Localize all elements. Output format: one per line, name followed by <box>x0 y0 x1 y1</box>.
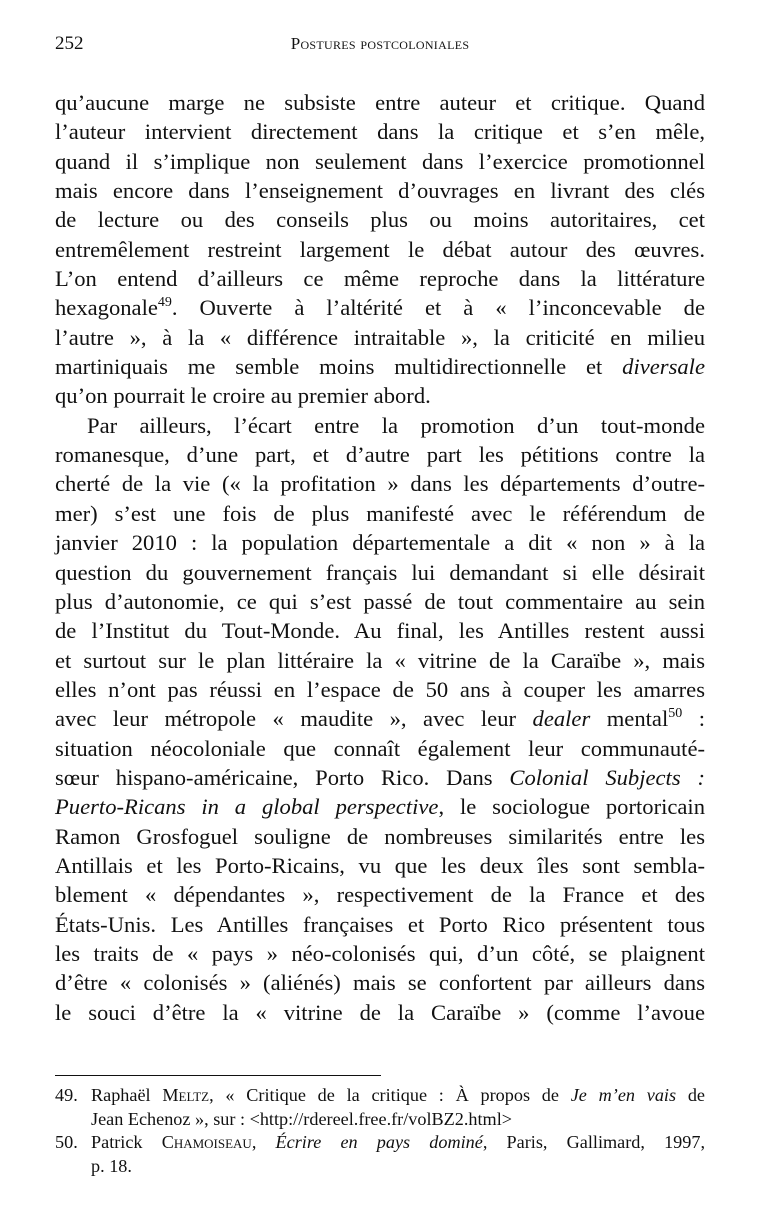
text-line: d’être « colonisés » (aliénés) mais se confortent par ailleurs dans <box>55 970 705 996</box>
footnote-ref-50[interactable]: 50 <box>668 706 683 722</box>
text-line: romanesque, d’une part, et d’autre part les pétitions contre la <box>55 442 705 468</box>
body-text <box>55 88 705 1027</box>
running-title: Postures postcoloniales <box>290 34 470 53</box>
footnote-49 <box>55 1084 705 1131</box>
footnote-line: Jean Echenoz », sur : <http://rdereel.free.fr/volBZ2.html> <box>91 1108 513 1129</box>
text-segment: de <box>676 1085 705 1105</box>
text-line: L’on entend d’ailleurs ce même reproche dans la littérature <box>55 266 705 292</box>
text-line: elles n’ont pas réussi en l’espace de 50 ans à couper les amarres <box>55 676 705 702</box>
page-number: 252 <box>55 33 84 54</box>
text-segment: , « Critique de la critique : À propos de <box>209 1085 571 1105</box>
text-line: plus d’autonomie, ce qui s’est passé de tout commentaire au sein <box>55 588 705 614</box>
text-line: qu’on pourrait le croire au premier abord. <box>55 383 431 409</box>
text-segment: mental <box>590 706 669 732</box>
text-segment: , le sociologue portoricain <box>438 794 705 820</box>
paragraph-1 <box>55 88 705 411</box>
italic-title: Colonial Subjects : <box>509 764 705 790</box>
text-line: mer) s’est une fois de plus manifesté avec le référendum de <box>55 500 705 526</box>
text-segment: , Paris, Gallimard, 1997, <box>482 1132 705 1152</box>
italic-title: Puerto-Ricans in a global perspective <box>55 794 439 820</box>
text-line: Antillais et les Porto-Ricains, vu que les deux îles sont sembla- <box>55 852 705 878</box>
text-line: États-Unis. Les Antilles françaises et Porto Rico présentent tous <box>55 911 705 937</box>
text-line: situation néocoloniale que connaît également leur communauté- <box>55 735 705 761</box>
text-line: le souci d’être la « vitrine de la Caraïbe » (comme l’avoue <box>55 999 705 1025</box>
footnote-number: 50. <box>55 1132 78 1152</box>
author-name: Chamoiseau <box>161 1132 252 1152</box>
work-title: Écrire en pays dominé <box>275 1132 483 1152</box>
text-segment: sœur hispano-américaine, Porto Rico. Dans <box>55 764 510 790</box>
text-line: janvier 2010 : la population départementale a dit « non » à la <box>55 530 705 556</box>
text-line: entremêlement restreint largement le débat autour des œuvres. <box>55 236 705 262</box>
text-line: l’auteur intervient directement dans la critique et s’en mêle, <box>55 119 705 145</box>
footnote-line <box>91 1131 705 1155</box>
text-line: blement « dépendantes », respectivement de la France et des <box>55 882 705 908</box>
text-segment: Patrick <box>91 1132 162 1152</box>
text-line: qu’aucune marge ne subsiste entre auteur et critique. Quand <box>55 90 705 115</box>
text-line: l’autre », à la « différence intraitable », la criticité en milieu <box>55 324 705 350</box>
text-line <box>55 293 705 322</box>
page-header <box>55 33 705 63</box>
italic-term: diversale <box>622 354 705 380</box>
text-segment: , <box>251 1132 276 1152</box>
paragraph-2 <box>55 411 705 1027</box>
text-line: les traits de « pays » néo-colonisés qui, d’un côté, se plaignent <box>55 940 705 966</box>
text-segment: Raphaël <box>91 1085 163 1105</box>
text-line: question du gouvernement français lui demandant si elle désirait <box>55 559 705 585</box>
text-line: de lecture ou des conseils plus ou moins autoritaires, cet <box>55 207 705 233</box>
author-name: Meltz <box>162 1085 210 1105</box>
text-line: et surtout sur le plan littéraire la « vitrine de la Caraïbe », mais <box>55 647 705 673</box>
text-segment: martiniquais me semble moins multidirectionnelle et <box>55 354 623 380</box>
text-segment: hexagonale <box>55 295 158 321</box>
footnote-line <box>91 1084 705 1108</box>
text-line: Ramon Grosfoguel souligne de nombreuses similarités entre les <box>55 823 705 849</box>
text-segment: . Ouverte à l’altérité et à « l’inconcevable de <box>171 295 705 321</box>
italic-term: dealer <box>532 706 591 732</box>
text-line <box>55 763 705 792</box>
text-line <box>55 352 705 381</box>
text-line: mais encore dans l’enseignement d’ouvrages en livrant des clés <box>55 178 705 204</box>
text-segment: avec leur métropole « maudite », avec leur <box>55 706 533 732</box>
footnote-line: p. 18. <box>91 1155 132 1176</box>
footnotes <box>55 1084 705 1178</box>
text-line: Par ailleurs, l’écart entre la promotion d’un tout-monde <box>87 412 705 438</box>
footnote-divider <box>55 1075 381 1076</box>
text-line: quand il s’implique non seulement dans l’exercice promotionnel <box>55 148 705 174</box>
text-segment: : <box>682 706 705 732</box>
footnote-ref-49[interactable]: 49 <box>157 295 172 311</box>
text-line <box>55 792 705 821</box>
footnote-50 <box>55 1131 705 1178</box>
footnote-number: 49. <box>55 1085 78 1105</box>
text-line: cherté de la vie (« la profitation » dans les départements d’outre- <box>55 471 705 497</box>
work-title: Je m’en vais <box>570 1085 677 1105</box>
text-line: de l’Institut du Tout-Monde. Au final, les Antilles restent aussi <box>55 618 705 644</box>
text-line <box>55 704 705 733</box>
